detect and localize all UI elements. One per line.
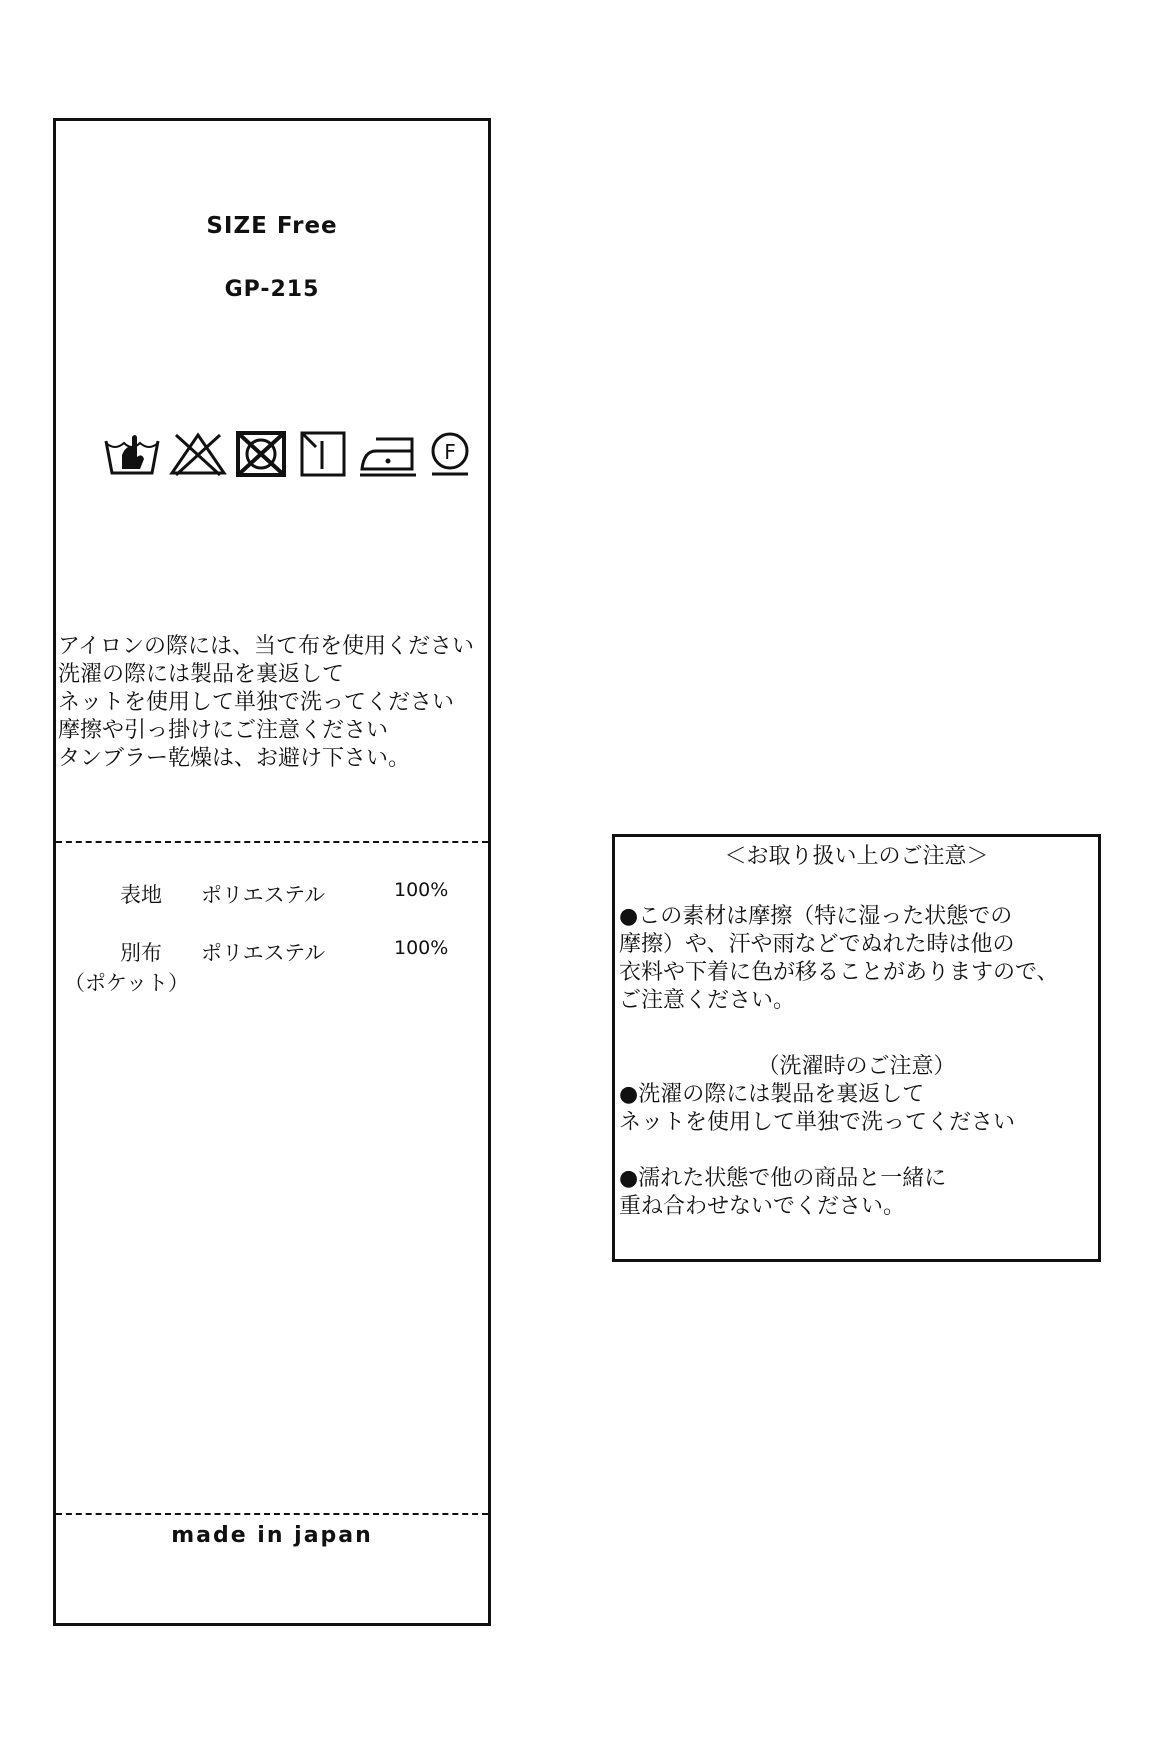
notice-paragraph [619, 903, 1101, 1015]
instruction-line: タンブラー乾燥は、お避け下さい。 [58, 746, 411, 771]
size-text: SIZE Free [206, 213, 338, 239]
notice-line: ●この素材は摩擦（特に湿った状態での [619, 904, 1013, 929]
notice-line: 衣料や下着に色が移ることがありますので、 [619, 960, 1059, 985]
notice-line: ●濡れた状態で他の商品と一緒に [619, 1166, 947, 1191]
dashed-divider [56, 841, 488, 843]
care-instructions [58, 633, 498, 773]
notice-line: 重ね合わせないでください。 [619, 1194, 906, 1219]
care-symbols [102, 429, 502, 479]
fabric-part: 別布 [120, 941, 162, 965]
fabric-part: 表地 [120, 883, 162, 907]
hand-wash-30-icon [102, 429, 162, 479]
fabric-part-sub: （ポケット） [64, 971, 189, 995]
line-dry-shade-icon [298, 429, 350, 479]
notice-line: ●洗濯の際には製品を裏返して [619, 1082, 925, 1107]
notice-line: ネットを使用して単独で洗ってください [619, 1110, 1016, 1135]
iron-low-with-cloth-icon [358, 429, 420, 479]
no-bleach-icon [168, 429, 228, 479]
product-code: GP-215 [224, 277, 320, 302]
dry-clean-f-icon [426, 429, 476, 479]
notice-line: 摩擦）や、汗や雨などでぬれた時は他の [619, 932, 1015, 957]
care-label [53, 118, 491, 1626]
origin-text: made in japan [171, 1523, 373, 1548]
fabric-percent: 100% [394, 937, 449, 959]
notice-line: ご注意ください。 [619, 988, 796, 1013]
instruction-line: アイロンの際には、当て布を使用ください [58, 634, 475, 659]
no-tumble-dry-icon [234, 429, 290, 479]
fabric-material: ポリエステル [201, 883, 326, 907]
fabric-material: ポリエステル [201, 941, 326, 965]
handling-notice [612, 834, 1101, 1262]
instruction-line: 洗濯の際には製品を裏返して [58, 662, 345, 687]
notice-paragraph [619, 1165, 1101, 1221]
svg-text:F: F [444, 440, 456, 464]
instruction-line: 摩擦や引っ掛けにご注意ください [58, 718, 389, 743]
instruction-line: ネットを使用して単独で洗ってください [58, 690, 455, 715]
dashed-divider [56, 1513, 488, 1515]
fabric-percent: 100% [394, 879, 449, 901]
notice-title: ＜お取り扱い上のご注意＞ [724, 844, 989, 869]
notice-subtitle: （洗濯時のご注意） [757, 1054, 956, 1079]
notice-paragraph [619, 1081, 1101, 1137]
